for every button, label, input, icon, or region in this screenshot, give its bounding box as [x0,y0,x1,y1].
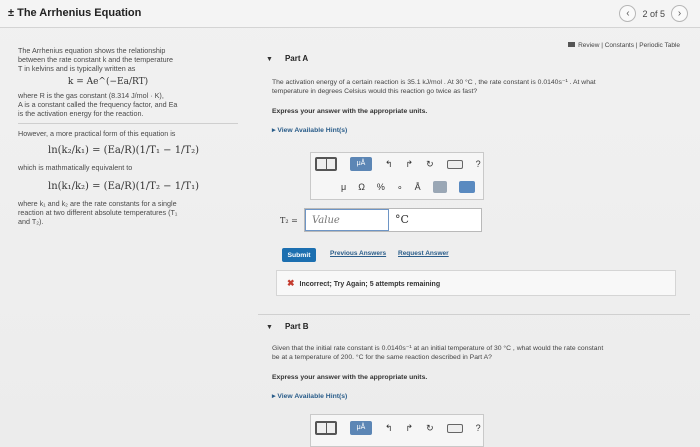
math-toolbar-part-b [310,414,484,447]
help-icon[interactable]: ? [475,159,481,169]
part-a-label: Part A [284,54,309,63]
where-line-2: A is a constant called the frequency factor, and Ea [18,100,178,109]
reset-icon[interactable]: ↻ [426,422,434,433]
ohm-symbol-button[interactable]: Ω [358,182,365,192]
part-a-question-line-1: The activation energy of a certain reaction is 35.1 kJ/mol . At 30 °C , the rate constant is 0.0140s⁻¹ . At what [272,79,596,86]
part-b-question-line-1: Given that the initial rate constant is 0.0140s⁻¹ at an initial temperature of 30 °C , what would the rate constant [272,345,604,352]
intro-line-2: between the rate constant k and the temperature [18,55,174,64]
answer-label: T₂ = [280,216,298,225]
part-b-label: Part B [284,322,309,331]
angstrom-symbol-button[interactable]: Å [414,182,421,192]
final-line-1: where k₁ and k₂ are the rate constants for a single [18,199,177,208]
value-input[interactable] [305,209,389,231]
divider [18,123,238,124]
page-title: ± The Arrhenius Equation [8,7,142,19]
however-text: However, a more practical form of this equation is [18,129,176,138]
help-icon[interactable]: ? [475,423,481,433]
undo-icon[interactable]: ↰ [385,422,393,433]
part-b-question-line-2: be at a temperature of 200. °C for the same reaction described in Part A? [272,354,492,361]
links-text[interactable]: Review | Constants | Periodic Table [578,42,680,49]
units-button[interactable]: μÅ [350,157,372,171]
where-line-1: where R is the gas constant (8.314 J/mol · K), [18,91,164,100]
caret-right-icon: ▸ [272,127,278,134]
part-a-question-line-2: temperature in degrees Celsius would this reaction go twice as fast? [272,88,478,95]
keyboard-icon[interactable] [447,160,463,169]
part-a-hint-label[interactable]: View Available Hint(s) [277,127,348,134]
unit-field[interactable]: °C [395,213,409,226]
reset-icon[interactable]: ↻ [426,158,434,169]
equation-practical: ln(k₂/k₁) = (Ea/R)(1/T₁ − 1/T₂) [48,145,200,156]
templates-icon[interactable] [315,157,337,171]
feedback-box [276,270,676,296]
part-a-hint-link[interactable] [272,126,347,134]
resource-links[interactable] [568,42,680,49]
percent-symbol-button[interactable]: % [376,182,385,192]
caret-down-icon[interactable]: ▼ [266,56,273,63]
keyboard-icon[interactable] [447,424,463,433]
mu-symbol-button[interactable]: μ [341,182,347,192]
part-b-question [272,344,682,362]
review-icon [568,42,575,47]
chevron-left-icon[interactable]: ‹ [619,5,636,22]
part-b-express: Express your answer with the appropriate units. [272,374,428,381]
answer-row [304,208,482,232]
part-b-heading[interactable] [266,322,309,331]
request-answer-link[interactable]: Request Answer [398,250,449,257]
part-b-hint-label[interactable]: View Available Hint(s) [277,393,348,400]
part-a-heading[interactable] [266,54,308,63]
feedback-text: Incorrect; Try Again; 5 attempts remaining [299,281,441,288]
part-a-express: Express your answer with the appropriate units. [272,108,428,115]
previous-answers-link[interactable]: Previous Answers [330,250,387,257]
units-button[interactable]: μÅ [350,421,372,435]
part-b-hint-link[interactable] [272,392,347,400]
equation-equivalent: ln(k₁/k₂) = (Ea/R)(1/T₂ − 1/T₁) [48,181,200,192]
intro-line-1: The Arrhenius equation shows the relationship [18,46,166,55]
calculator-icon[interactable] [459,181,475,193]
equivalent-text: which is mathmatically equivalent to [18,163,133,172]
redo-icon[interactable]: ↱ [405,158,414,169]
question-panel [258,30,690,447]
caret-right-icon: ▸ [272,393,278,400]
chevron-right-icon[interactable]: › [671,5,688,22]
degree-symbol-button[interactable]: ∘ [396,181,403,192]
delete-icon[interactable] [433,181,447,193]
templates-icon[interactable] [315,421,337,435]
caret-down-icon[interactable]: ▼ [266,324,273,331]
info-panel [18,46,238,231]
math-toolbar [310,152,484,200]
where-line-3: is the activation energy for the reaction. [18,109,144,118]
header-bar [0,0,700,28]
undo-icon[interactable]: ↰ [385,158,393,169]
part-divider [258,314,690,315]
incorrect-x-icon: ✖ [287,278,295,288]
final-line-3: and T₂). [18,217,44,226]
final-line-2: reaction at two different absolute temperatures (T₁ [18,208,178,217]
redo-icon[interactable]: ↱ [405,422,414,433]
intro-line-3: T in kelvins and is typically written as [18,64,136,73]
part-a-question [272,78,682,96]
pager-text: 2 of 5 [642,8,665,19]
submit-button[interactable]: Submit [282,248,316,262]
equation-arrhenius: k = Ae^(−Ea/RT) [67,77,149,87]
pager [619,5,688,22]
